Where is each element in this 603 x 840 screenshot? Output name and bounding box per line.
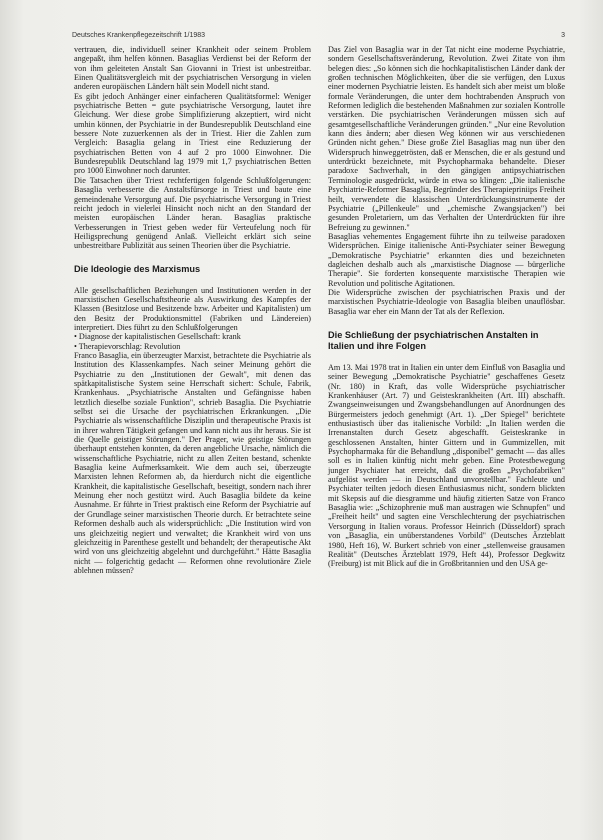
paragraph: Franco Basaglia, ein überzeugter Marxist, betrachtete die Psychiatrie als Institution des Klassenkampfes. Nach seiner Meinung gehört die Psychiatrie zu den „Institutionen der Gewalt", mit denen das spätkapitalistische System seine Herrschaft sichert: Schule, Fabrik, Krankenhaus. „Psychiatrische Anstalten und Gefängnisse haben letztlich dieselbe soziale Funktion", schrieb Basaglia. Die Psychiatrie selbst sei die Ursache der psychiatrischen Erkrankungen. „Die Psychiatrie als wissenschaftliche Disziplin und therapeutische Praxis ist in ihrer wahren Tätigkeit gefangen und kann nicht aus ihr heraus. Sie ist die Quelle geistiger Störungen." Der Prager, wie geistige Störungen überhaupt entstehen konnten, da deren angebliche Ursache, nämlich die wissenschaftliche Psychiatrie, nicht zu allen Zeiten bestand, schenkte Basaglia keine Aufmerksamkeit. Wie dem auch sei, überzeugte Marxisten lehnen Reformen ab, da hierdurch nicht die eigentliche Krankheit, die kapitalistische Gesellschaft, beseitigt, sondern nach ihrer Meinung eher noch gestützt wird. Auch Basaglia bildete da keine Ausnahme. Er führte in Triest praktisch eine Reform der Psychiatrie auf der Grundlage seiner marxistischen Theorie durch. Er betrachtete seine Reformen deshalb auch als widersprüchlich: „Die Institution wird von uns gleichzeitig negiert und verwaltet; die Krankheit wird von uns gleichzeitig in Parenthese gestellt und behandelt; der therapeutische Akt wird von uns gleichzeitig abgelehnt und durchgeführt." Hätte Basaglia nicht — folgerichtig gedacht — Reformen ohne revolutionäre Ziele ablehnen müssen?: [74, 350, 311, 575]
paragraph: Die Tatsachen über Triest rechtfertigen folgende Schlußfolgerungen: Basaglia verbesserte die Anstaltsfürsorge in Triest und baute eine gemeindenahe Versorgung auf. Die psychiatrische Versorgung in Triest reicht jedoch in vielerlei Hinsicht noch nicht an den Standard der meisten europäischen Länder heran. Basaglias praktische Verbesserungen in Triest geben weder für Verteufelung noch für Heiligsprechung genügend Anlaß. Vielleicht erklärt sich seine unbestreitbare Publizität aus seinen Theorien über die Psychiatrie.: [74, 175, 311, 251]
paragraph: Alle gesellschaftlichen Beziehungen und Institutionen werden in der marxistischen Gesellschaftstheorie als Auswirkung des Kampfes der Klassen (Besitzlose und Besitzende bzw. Arbeiter und Kapitalisten) um den Besitz der Produktionsmittel (Fabriken und Ländereien) interpretiert. Dies führt zu den Schlußfolgerungen: [74, 285, 311, 332]
bullet-diagnosis: • Diagnose der kapitalistischen Gesellschaft: krank: [74, 332, 241, 342]
page-number: 3: [561, 32, 565, 39]
paragraph: Das Ziel von Basaglia war in der Tat nicht eine moderne Psychiatrie, sondern Gesellschaftsveränderung, Revolution. Zwei Zitate von ihm belegen dies: „So können sich die hochkapitalistischen Länder dank der großen technischen Möglichkeiten, über die sie verfügen, den Luxus einer modernen Psychiatrie leisten. Es handelt sich aber meist um bloße formale Veränderungen, die unter dem hochtrabenden Anspruch von Reformen lediglich die bestehenden Maßnahmen zur sozialen Kontrolle verstärken. Die psychiatrischen Veränderungen müssen sich auf gesamtgesellschaftliche Veränderungen gründen." „Nur eine Revolution kann dies ändern; aber diesen Weg können wir aus verschiedenen Gründen nicht gehen." Diese große Ziel Basaglias mag nun über den Widerspruch hinweggetrösten, daß er Menschen, die er als gestund und unterdrückt bezeichnete, mit Psychopharmaka behandelte. Dieser paradoxe Sachverhalt, in den gängigen antipsychiatrischen Terminologie ausgedrückt, würde in etwa so klingen: „Die italienische Psychiatrie-Reformer Basaglia, Begründer des Therapiepriniips Freiheit heilt, verwendete die klassischen Unterdrückungsinstrumente der Psychiatrie („Pillenkeule" und „chemische Zwangsjacken") bei gesunden Proletariern, um das Verhalten der Unterdrückten für ihre Befreiung zu gewinnen.": [328, 45, 565, 232]
section-heading-marxism: Die Ideologie des Marxismus: [74, 263, 201, 274]
journal-title: Deutsches Krankenpflegezeitschrift 1/1983: [72, 32, 206, 39]
section-heading-closure: Die Schließung der psychiatrischen Anstalten in Italien und ihre Folgen: [328, 329, 539, 351]
bullet-therapy: • Therapievorschlag: Revolution: [74, 341, 181, 351]
paragraph: vertrauen, die, individuell seiner Krankheit oder seinem Problem angepaßt, ihm helfen können. Basaglias Verdienst bei der Reform der von ihm geleiteten Anstalt San Giovanni in Triest ist unbestreitbar. Einen Qualitätsvergleich mit der psychiatrischen Versorgung in vielen anderen europäischen Ländern hält sein Modell nicht stand.: [74, 45, 311, 92]
paragraph: Es gibt jedoch Anhänger einer einfacheren Qualitätsformel: Weniger psychiatrische Betten = gute psychiatrische Versorgung, lautet ihre Gleichung. Wer diese grobe Simplifizierung akzeptiert, wird nicht umhin können, der Psychiatrie in der Bundesrepublik Deutschland eine bessere Note zuzuerkennen als der in Triest. Hier die Zahlen zum Vergleich: Basaglia gelang in Triest eine Reduzierung der psychiatrischen Betten von 4 auf 2 pro 1000 Einwohner. Die Bundesrepublik Deutschland lag 1979 mit 1,7 psychiatrischen Betten pro 1000 Einwohner noch darunter.: [74, 91, 311, 176]
right-column: [328, 45, 565, 569]
paragraph: Die Widersprüche zwischen der psychiatrischen Praxis und der marxistischen Psychiatrie-Ideologie von Basaglia bleiben unauflösbar. Basaglia war eher ein Mann der Tat als der Reflexion.: [328, 287, 565, 316]
left-column: [74, 45, 311, 575]
paragraph: Am 13. Mai 1978 trat in Italien ein unter dem Einfluß von Basaglia und seiner Bewegung „Demokratische Psychiatrie" geschaffenes Gesetz (Nr. 180) in Kraft, das volle Widersprüche psychiatrischer Krankenhäuser (Art. 7) und Geisteskrankheiten (Art. III) abschafft. Zwangseinweisungen und Zwangsbehandlungen auf Anordnungen des Bürgermeisters jedoch genehmigt (Art. 1). „Der Spiegel" berichtete enthusiastisch über das italienische Vorbild: „In Italien werden die Irrenanstalten durch Gesetz abgeschafft. Geisteskranke in geschlossenen Anstalten, hinter Gittern und in Gummizellen, mit Psychopharmaka für die Behandlung „disponibel" gemacht — das alles soll es in Italien künftig nicht mehr geben. Eine Protestbewegung junger Psychiater hat erreicht, daß die großen „Psychofabriken" aufgelöst werden — in Deutschland unvorstellbar." Fachleute und Psychiater teilten jedoch diesen Enthusiasmus nicht, sondern blickten mit Skepsis auf die diesgramme und häufig zitierten Satze von Franco Basaglia wie: „Schizophrenie muß man austragen wie Schnupfen" und „Freiheit heilt" und sagten eine Verschlechterung der psychiatrischen Versorgung in Italien voraus. Professor Heinrich (Düsseldorf) sprach von „Basaglia, ein unüberstandenes Vorbild" (Deutsches Ärzteblatt 1980, Heft 16), W. Burkert schrieb von einer „stellenweise grausamen Realität" (Deutsches Ärzteblatt 1979, Heft 44), Professor Degkwitz (Freiburg) ist mit Blick auf die in Großbritannien und den USA ge-: [328, 362, 565, 569]
paragraph: Basaglias vehementes Engagement führte ihn zu teilweise paradoxen Widersprüchen. Einige italienische Anti-Psychiater seiner Bewegung „Demokratische Psychiatrie" erkannten dies und bezeichneten dagleichen deshalb auch als „marxistische Diagnose — bürgerliche Therapie". Sie forderten konsequente marxistische Therapien wie Revolution und politische Agitationen.: [328, 231, 565, 288]
